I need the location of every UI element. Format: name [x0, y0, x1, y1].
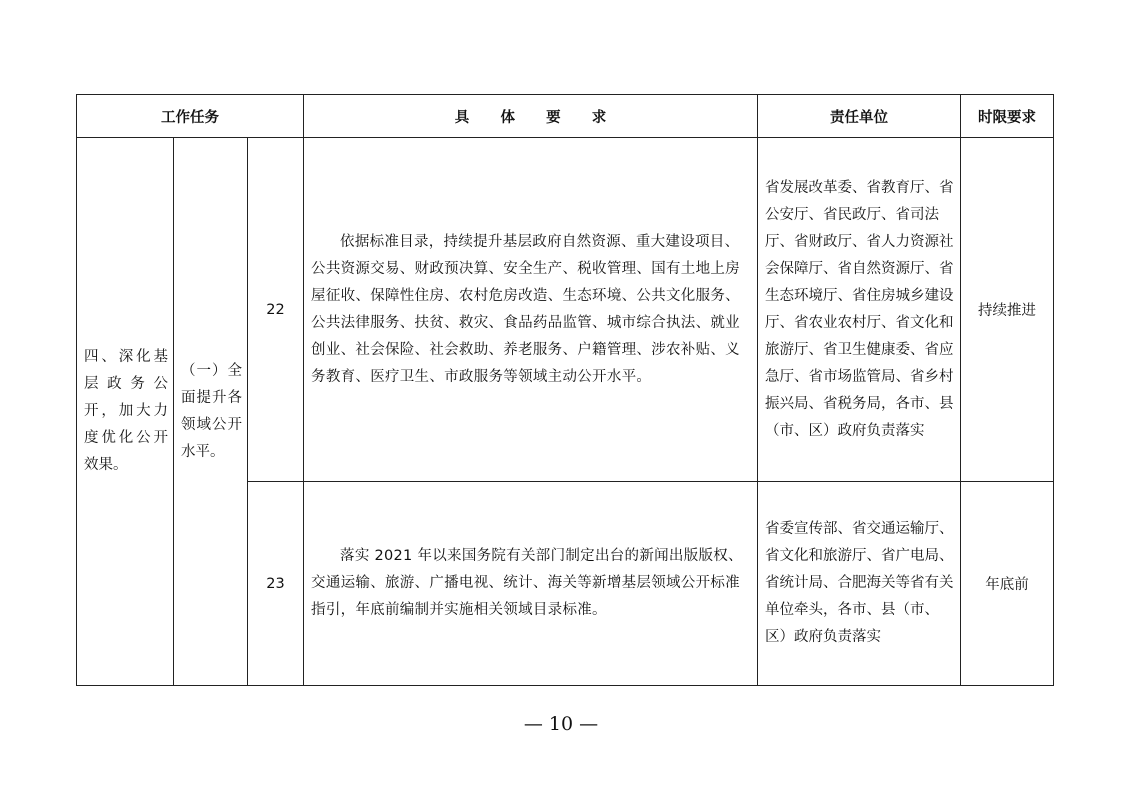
table-row: [77, 138, 1054, 482]
task-table: [76, 94, 1054, 686]
responsible-unit: 省发展改革委、省教育厅、省公安厅、省民政厅、省司法厅、省财政厅、省人力资源社会保障厅、省自然资源厅、省生态环境厅、省住房城乡建设厅、省农业农村厅、省文化和旅游厅、省卫生健康委、省应急厅、省市场监管局、省乡村振兴局、省税务局，各市、县（市、区）政府负责落实: [758, 138, 961, 482]
requirement-text: 落实 2021 年以来国务院有关部门制定出台的新闻出版版权、交通运输、旅游、广播电视、统计、海关等新增基层领域公开标准指引，年底前编制并实施相关领域目录标准。: [311, 548, 743, 618]
header-deadline: 时限要求: [961, 95, 1054, 138]
row-number: 23: [248, 482, 304, 686]
header-unit: 责任单位: [758, 95, 961, 138]
task-level2: （一）全面提升各领域公开水平。: [174, 138, 248, 686]
table-header-row: [77, 95, 1054, 138]
requirement-cell: [304, 138, 758, 482]
responsible-unit: 省委宣传部、省交通运输厅、省文化和旅游厅、省广电局、省统计局、合肥海关等省有关单位牵头，各市、县（市、区）政府负责落实: [758, 482, 961, 686]
deadline: 持续推进: [961, 138, 1054, 482]
requirement-cell: [304, 482, 758, 686]
page-number: — 10 —: [523, 713, 599, 735]
row-number: 22: [248, 138, 304, 482]
task-level1: 四、深化基层政务公开，加大力度优化公开效果。: [77, 138, 174, 686]
deadline: 年底前: [961, 482, 1054, 686]
header-requirement: 具 体 要 求: [304, 95, 758, 138]
requirement-text: 依据标准目录，持续提升基层政府自然资源、重大建设项目、公共资源交易、财政预决算、安全生产、税收管理、国有土地上房屋征收、保障性住房、农村危房改造、生态环境、公共文化服务、公共法律服务、扶贫、救灾、食品药品监管、城市综合执法、就业创业、社会保险、社会救助、养老服务、户籍管理、涉农补贴、义务教育、医疗卫生、市政服务等领域主动公开水平。: [311, 233, 740, 385]
header-task: 工作任务: [77, 95, 304, 138]
